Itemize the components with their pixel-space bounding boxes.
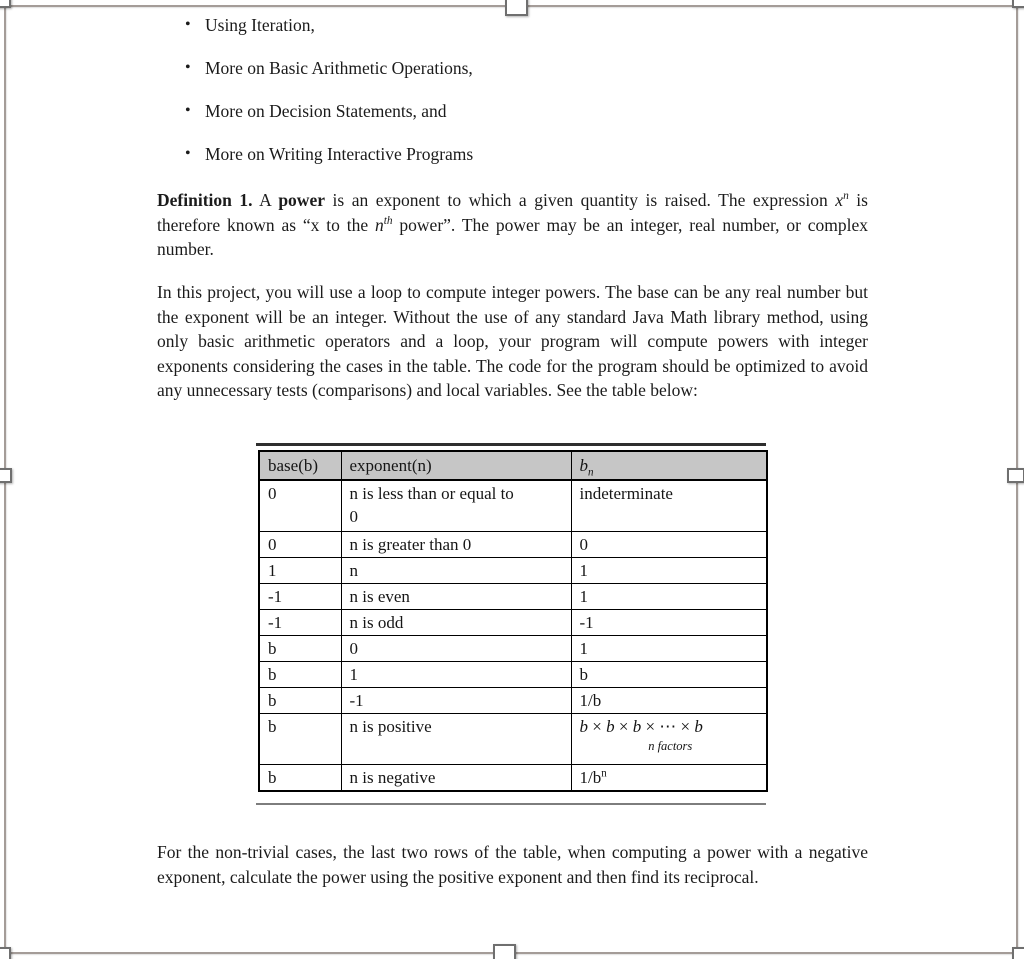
table-row [259,635,767,661]
table-cell: -1 [259,583,341,609]
column-header-base: base(b) [259,451,341,480]
table-row [259,764,767,791]
list-item: • More on Basic Arithmetic Operations, [205,56,868,80]
table-row [259,531,767,557]
table-header-row [259,451,767,480]
table-cell: 0 [259,480,341,531]
table-row [259,583,767,609]
table-cell: n is greater than 0 [341,531,571,557]
table-cell: b [259,661,341,687]
table-cell: 1/b [571,687,767,713]
table-cell: n is positive [341,713,571,764]
table-cell: b [259,764,341,791]
table-row [259,661,767,687]
table-bottom-rule [256,803,766,805]
resize-handle-top-right[interactable] [1012,0,1024,8]
table-row [259,557,767,583]
table-cell: b [259,687,341,713]
column-header-exponent: exponent(n) [341,451,571,480]
list-item: • More on Writing Interactive Programs [205,142,868,166]
table-row [259,713,767,764]
table-top-rule [256,443,766,446]
powers-table [258,450,768,792]
list-item: • Using Iteration, [205,13,868,37]
column-header-result: $b_n$ [571,451,767,480]
table-cell: -1 [341,687,571,713]
resize-handle-top-left[interactable] [0,0,11,8]
table-row [259,480,767,531]
resize-handle-middle-right[interactable] [1007,468,1024,483]
table-cell: n is negative [341,764,571,791]
resize-handle-bottom-right[interactable] [1012,947,1024,959]
project-paragraph: In this project, you will use a loop to compute integer powers. The base can be any real number but the exponent will be an integer. Without the use of any standard Java Math library method, using only basic arithmetic operators and a loop, your program will compute powers with integer exponents considering the cases in the table. The code for the program should be optimized to avoid any unnecessary tests (comparisons) and local variables. See the table below: [157,282,868,400]
resize-handle-bottom-center[interactable] [493,944,516,959]
table-cell: -1 [571,609,767,635]
table-row [259,687,767,713]
table-cell: n is less than or equal to 0 [341,480,571,531]
resize-handle-bottom-left[interactable] [0,947,11,959]
table-cell: 0 [341,635,571,661]
list-item: • More on Decision Statements, and [205,99,868,123]
table-cell: b [571,661,767,687]
table-cell: 1 [341,661,571,687]
closing-paragraph: For the non-trivial cases, the last two rows of the table, when computing a power with a negative exponent, calculate the power using the positive exponent and then find its reciprocal. [157,842,868,887]
bullet-list [157,13,868,185]
table-cell: b [259,713,341,764]
table-cell: b [259,635,341,661]
resize-handle-middle-left[interactable] [0,468,12,483]
definition-paragraph: Definition 1. A power is an exponent to which a given quantity is raised. The expression $x^n$ is therefore known as “x to the $n^{th}$ power”. The power may be an integer, real number, or complex number. [157,190,869,259]
table-cell: $1/b^n$ [571,764,767,791]
table-cell: 0 [259,531,341,557]
table-row [259,609,767,635]
table-cell: 1 [571,635,767,661]
table-cell: 1 [259,557,341,583]
table-cell: n is odd [341,609,571,635]
table-cell: n is even [341,583,571,609]
table-cell: n [341,557,571,583]
table-cell: 1 [571,583,767,609]
table-cell: -1 [259,609,341,635]
table-cell power-product-cell: b × b × b × ⋯ × b n factors [571,713,767,764]
resize-handle-top-center[interactable] [505,0,528,16]
table-cell: indeterminate [571,480,767,531]
table-cell: 0 [571,531,767,557]
table-cell: 1 [571,557,767,583]
